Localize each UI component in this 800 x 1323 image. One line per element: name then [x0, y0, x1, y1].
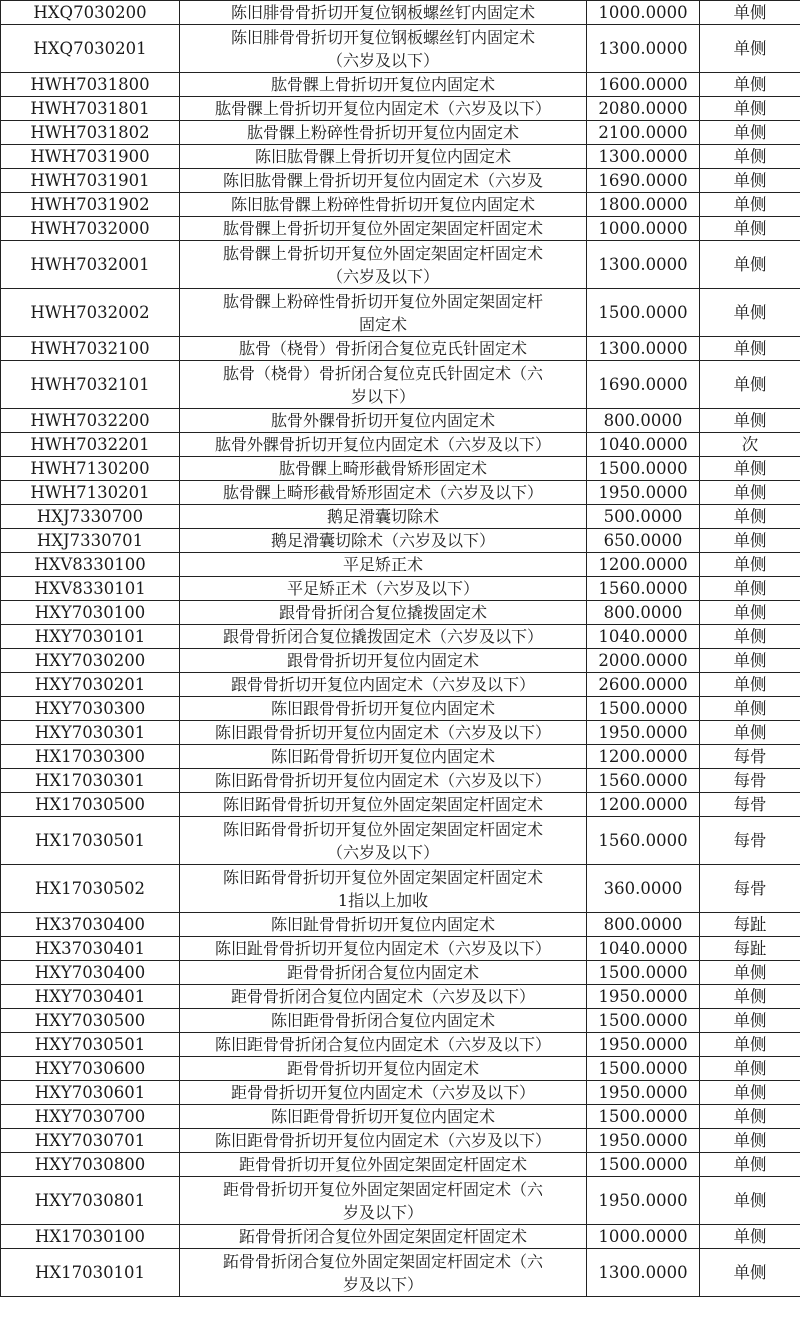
- table-row: [1, 409, 800, 433]
- item-price: 1300.0000: [587, 25, 700, 73]
- item-unit: 单侧: [700, 673, 800, 697]
- table-row: [1, 697, 800, 721]
- item-price: 1950.0000: [587, 721, 700, 745]
- table-row: [1, 241, 800, 289]
- item-price: 1040.0000: [587, 625, 700, 649]
- item-unit: 单侧: [700, 1057, 800, 1081]
- item-unit: 单侧: [700, 577, 800, 601]
- table-row: [1, 1105, 800, 1129]
- item-name: 陈旧腓骨骨折切开复位钢板螺丝钉内固定术: [180, 1, 587, 25]
- table-row: [1, 649, 800, 673]
- item-code: HXY7030400: [1, 961, 180, 985]
- item-price: 1500.0000: [587, 961, 700, 985]
- item-code: HWH7032002: [1, 289, 180, 337]
- item-price: 500.0000: [587, 505, 700, 529]
- table-row: [1, 481, 800, 505]
- item-unit: 单侧: [700, 409, 800, 433]
- item-name: 陈旧腓骨骨折切开复位钢板螺丝钉内固定术 （六岁及以下）: [180, 25, 587, 73]
- item-code: HXQ7030200: [1, 1, 180, 25]
- table-row: [1, 913, 800, 937]
- item-price: 1500.0000: [587, 457, 700, 481]
- table-row: [1, 601, 800, 625]
- item-name: 肱骨髁上骨折切开复位内固定术: [180, 73, 587, 97]
- item-name: 跖骨骨折闭合复位外固定架固定杆固定术（六 岁及以下）: [180, 1249, 587, 1297]
- item-code: HWH7130200: [1, 457, 180, 481]
- item-unit: 单侧: [700, 73, 800, 97]
- table-row: [1, 769, 800, 793]
- item-unit: 单侧: [700, 961, 800, 985]
- item-unit: 单侧: [700, 1249, 800, 1297]
- item-name: 平足矫正术（六岁及以下）: [180, 577, 587, 601]
- item-code: HXY7030601: [1, 1081, 180, 1105]
- item-name: 陈旧趾骨骨折切开复位内固定术: [180, 913, 587, 937]
- item-name: 陈旧跖骨骨折切开复位内固定术（六岁及以下）: [180, 769, 587, 793]
- item-name: 陈旧距骨骨折闭合复位内固定术: [180, 1009, 587, 1033]
- item-code: HX17030300: [1, 745, 180, 769]
- table-row: [1, 793, 800, 817]
- item-unit: 每趾: [700, 937, 800, 961]
- item-price: 1000.0000: [587, 1, 700, 25]
- item-code: HXJ7330700: [1, 505, 180, 529]
- item-name: 陈旧肱骨髁上骨折切开复位内固定术（六岁及: [180, 169, 587, 193]
- item-price: 1690.0000: [587, 169, 700, 193]
- item-name: 鹅足滑囊切除术（六岁及以下）: [180, 529, 587, 553]
- item-unit: 单侧: [700, 625, 800, 649]
- item-price: 1600.0000: [587, 73, 700, 97]
- item-code: HWH7032100: [1, 337, 180, 361]
- item-unit: 单侧: [700, 481, 800, 505]
- item-unit: 单侧: [700, 505, 800, 529]
- item-price: 1300.0000: [587, 241, 700, 289]
- item-code: HXY7030200: [1, 649, 180, 673]
- table-row: [1, 1129, 800, 1153]
- item-price: 1000.0000: [587, 1225, 700, 1249]
- item-price: 360.0000: [587, 865, 700, 913]
- table-row: [1, 553, 800, 577]
- item-code: HX17030500: [1, 793, 180, 817]
- item-code: HX37030400: [1, 913, 180, 937]
- item-unit: 每骨: [700, 769, 800, 793]
- item-name: 陈旧跖骨骨折切开复位外固定架固定杆固定术 1指以上加收: [180, 865, 587, 913]
- table-row: [1, 361, 800, 409]
- item-name: 肱骨髁上骨折切开复位内固定术（六岁及以下）: [180, 97, 587, 121]
- table-row: [1, 1249, 800, 1297]
- item-code: HWH7032201: [1, 433, 180, 457]
- item-price: 1950.0000: [587, 1081, 700, 1105]
- item-name: 陈旧趾骨骨折切开复位内固定术（六岁及以下）: [180, 937, 587, 961]
- table-row: [1, 121, 800, 145]
- item-price: 1500.0000: [587, 1105, 700, 1129]
- item-name: 肱骨髁上骨折切开复位外固定架固定杆固定术 （六岁及以下）: [180, 241, 587, 289]
- item-unit: 单侧: [700, 289, 800, 337]
- item-unit: 单侧: [700, 529, 800, 553]
- item-unit: 单侧: [700, 337, 800, 361]
- item-unit: 单侧: [700, 1081, 800, 1105]
- item-unit: 单侧: [700, 169, 800, 193]
- table-row: [1, 937, 800, 961]
- item-code: HXY7030701: [1, 1129, 180, 1153]
- item-code: HWH7032101: [1, 361, 180, 409]
- item-unit: 单侧: [700, 361, 800, 409]
- item-price: 1500.0000: [587, 1009, 700, 1033]
- table-row: [1, 1081, 800, 1105]
- item-code: HXY7030301: [1, 721, 180, 745]
- table-row: [1, 457, 800, 481]
- item-unit: 单侧: [700, 553, 800, 577]
- table-row: [1, 625, 800, 649]
- item-unit: 单侧: [700, 457, 800, 481]
- item-unit: 单侧: [700, 1225, 800, 1249]
- item-name: 肱骨髁上粉碎性骨折切开复位外固定架固定杆 固定术: [180, 289, 587, 337]
- item-code: HXV8330101: [1, 577, 180, 601]
- item-code: HWH7031900: [1, 145, 180, 169]
- item-price: 1040.0000: [587, 937, 700, 961]
- table-row: [1, 577, 800, 601]
- item-unit: 单侧: [700, 217, 800, 241]
- item-price: 800.0000: [587, 409, 700, 433]
- item-code: HXV8330100: [1, 553, 180, 577]
- item-name: 肱骨髁上骨折切开复位外固定架固定杆固定术: [180, 217, 587, 241]
- item-name: 距骨骨折切开复位外固定架固定杆固定术: [180, 1153, 587, 1177]
- item-unit: 单侧: [700, 25, 800, 73]
- item-unit: 单侧: [700, 649, 800, 673]
- item-price: 1950.0000: [587, 1129, 700, 1153]
- item-price: 1500.0000: [587, 1153, 700, 1177]
- item-unit: 单侧: [700, 1, 800, 25]
- item-name: 肱骨髁上畸形截骨矫形固定术: [180, 457, 587, 481]
- item-price: 2080.0000: [587, 97, 700, 121]
- item-name: 平足矫正术: [180, 553, 587, 577]
- table-row: [1, 25, 800, 73]
- item-name: 距骨骨折切开复位内固定术: [180, 1057, 587, 1081]
- item-name: 陈旧距骨骨折闭合复位内固定术（六岁及以下）: [180, 1033, 587, 1057]
- item-price: 1800.0000: [587, 193, 700, 217]
- item-name: 跖骨骨折闭合复位外固定架固定杆固定术: [180, 1225, 587, 1249]
- item-code: HWH7031902: [1, 193, 180, 217]
- item-price: 2600.0000: [587, 673, 700, 697]
- item-name: 距骨骨折切开复位外固定架固定杆固定术（六 岁及以下）: [180, 1177, 587, 1225]
- table-row: [1, 289, 800, 337]
- item-unit: 单侧: [700, 985, 800, 1009]
- item-code: HXY7030300: [1, 697, 180, 721]
- item-unit: 单侧: [700, 193, 800, 217]
- item-code: HWH7130201: [1, 481, 180, 505]
- item-unit: 单侧: [700, 1177, 800, 1225]
- table-row: [1, 529, 800, 553]
- item-unit: 单侧: [700, 145, 800, 169]
- table-row: [1, 73, 800, 97]
- item-price: 1950.0000: [587, 1033, 700, 1057]
- item-price: 2000.0000: [587, 649, 700, 673]
- table-row: [1, 1177, 800, 1225]
- item-price: 1560.0000: [587, 769, 700, 793]
- item-price: 1690.0000: [587, 361, 700, 409]
- item-name: 肱骨髁上畸形截骨矫形固定术（六岁及以下）: [180, 481, 587, 505]
- table-row: [1, 673, 800, 697]
- item-price: 1560.0000: [587, 817, 700, 865]
- table-row: [1, 721, 800, 745]
- table-row: [1, 1225, 800, 1249]
- item-code: HWH7031802: [1, 121, 180, 145]
- item-unit: 单侧: [700, 721, 800, 745]
- item-price: 650.0000: [587, 529, 700, 553]
- item-unit: 单侧: [700, 1105, 800, 1129]
- table-row: [1, 505, 800, 529]
- item-code: HXY7030100: [1, 601, 180, 625]
- item-unit: 每骨: [700, 817, 800, 865]
- table-row: [1, 1009, 800, 1033]
- table-row: [1, 985, 800, 1009]
- item-code: HX17030100: [1, 1225, 180, 1249]
- item-code: HXY7030800: [1, 1153, 180, 1177]
- table-row: [1, 1033, 800, 1057]
- item-code: HWH7031800: [1, 73, 180, 97]
- table-row: [1, 145, 800, 169]
- table-row: [1, 1153, 800, 1177]
- item-price: 1040.0000: [587, 433, 700, 457]
- item-price: 1000.0000: [587, 217, 700, 241]
- item-code: HXQ7030201: [1, 25, 180, 73]
- table-row: [1, 337, 800, 361]
- item-unit: 单侧: [700, 121, 800, 145]
- item-unit: 单侧: [700, 97, 800, 121]
- item-name: 肱骨髁上粉碎性骨折切开复位内固定术: [180, 121, 587, 145]
- item-unit: 次: [700, 433, 800, 457]
- item-name: 跟骨骨折切开复位内固定术（六岁及以下）: [180, 673, 587, 697]
- item-name: 肱骨（桡骨）骨折闭合复位克氏针固定术: [180, 337, 587, 361]
- item-price: 1950.0000: [587, 481, 700, 505]
- item-code: HX17030502: [1, 865, 180, 913]
- item-name: 肱骨外髁骨折切开复位内固定术: [180, 409, 587, 433]
- table-row: [1, 217, 800, 241]
- item-code: HXY7030401: [1, 985, 180, 1009]
- item-code: HXY7030201: [1, 673, 180, 697]
- item-name: 陈旧距骨骨折切开复位内固定术（六岁及以下）: [180, 1129, 587, 1153]
- item-price: 1950.0000: [587, 1177, 700, 1225]
- item-code: HWH7031801: [1, 97, 180, 121]
- table-row: [1, 193, 800, 217]
- item-price: 1500.0000: [587, 1057, 700, 1081]
- item-name: 跟骨骨折切开复位内固定术: [180, 649, 587, 673]
- item-name: 肱骨（桡骨）骨折闭合复位克氏针固定术（六 岁以下）: [180, 361, 587, 409]
- item-unit: 单侧: [700, 1153, 800, 1177]
- item-name: 陈旧跟骨骨折切开复位内固定术: [180, 697, 587, 721]
- table-row: [1, 169, 800, 193]
- item-price: 1950.0000: [587, 985, 700, 1009]
- fee-table-body: [1, 1, 800, 1297]
- item-name: 陈旧跖骨骨折切开复位外固定架固定杆固定术: [180, 793, 587, 817]
- item-code: HXY7030600: [1, 1057, 180, 1081]
- table-row: [1, 745, 800, 769]
- item-name: 距骨骨折切开复位内固定术（六岁及以下）: [180, 1081, 587, 1105]
- item-price: 800.0000: [587, 913, 700, 937]
- table-row: [1, 433, 800, 457]
- item-code: HXY7030700: [1, 1105, 180, 1129]
- table-row: [1, 1057, 800, 1081]
- item-price: 1500.0000: [587, 289, 700, 337]
- item-price: 1200.0000: [587, 793, 700, 817]
- item-code: HXY7030500: [1, 1009, 180, 1033]
- table-row: [1, 865, 800, 913]
- item-name: 陈旧跟骨骨折切开复位内固定术（六岁及以下）: [180, 721, 587, 745]
- item-code: HXY7030801: [1, 1177, 180, 1225]
- item-code: HWH7032000: [1, 217, 180, 241]
- item-unit: 每趾: [700, 913, 800, 937]
- item-name: 鹅足滑囊切除术: [180, 505, 587, 529]
- item-name: 陈旧肱骨髁上骨折切开复位内固定术: [180, 145, 587, 169]
- item-code: HX37030401: [1, 937, 180, 961]
- item-name: 跟骨骨折闭合复位撬拨固定术: [180, 601, 587, 625]
- item-name: 距骨骨折闭合复位内固定术: [180, 961, 587, 985]
- item-code: HWH7032001: [1, 241, 180, 289]
- item-name: 陈旧距骨骨折切开复位内固定术: [180, 1105, 587, 1129]
- item-unit: 单侧: [700, 1009, 800, 1033]
- item-code: HXY7030501: [1, 1033, 180, 1057]
- item-name: 陈旧跖骨骨折切开复位外固定架固定杆固定术 （六岁及以下）: [180, 817, 587, 865]
- item-unit: 单侧: [700, 1033, 800, 1057]
- item-unit: 单侧: [700, 601, 800, 625]
- item-price: 1500.0000: [587, 697, 700, 721]
- item-price: 1300.0000: [587, 145, 700, 169]
- item-code: HWH7031901: [1, 169, 180, 193]
- table-row: [1, 1, 800, 25]
- item-unit: 单侧: [700, 1129, 800, 1153]
- item-unit: 单侧: [700, 697, 800, 721]
- item-unit: 单侧: [700, 241, 800, 289]
- item-code: HWH7032200: [1, 409, 180, 433]
- item-unit: 每骨: [700, 793, 800, 817]
- item-code: HX17030501: [1, 817, 180, 865]
- item-price: 2100.0000: [587, 121, 700, 145]
- item-price: 1560.0000: [587, 577, 700, 601]
- item-code: HXJ7330701: [1, 529, 180, 553]
- item-unit: 每骨: [700, 865, 800, 913]
- item-price: 1300.0000: [587, 337, 700, 361]
- item-code: HXY7030101: [1, 625, 180, 649]
- table-row: [1, 817, 800, 865]
- item-name: 肱骨外髁骨折切开复位内固定术（六岁及以下）: [180, 433, 587, 457]
- item-name: 跟骨骨折闭合复位撬拨固定术（六岁及以下）: [180, 625, 587, 649]
- item-code: HX17030101: [1, 1249, 180, 1297]
- item-unit: 每骨: [700, 745, 800, 769]
- item-code: HX17030301: [1, 769, 180, 793]
- item-name: 距骨骨折闭合复位内固定术（六岁及以下）: [180, 985, 587, 1009]
- item-price: 1300.0000: [587, 1249, 700, 1297]
- item-price: 800.0000: [587, 601, 700, 625]
- item-price: 1200.0000: [587, 553, 700, 577]
- item-name: 陈旧肱骨髁上粉碎性骨折切开复位内固定术: [180, 193, 587, 217]
- table-row: [1, 97, 800, 121]
- item-price: 1200.0000: [587, 745, 700, 769]
- table-row: [1, 961, 800, 985]
- item-name: 陈旧跖骨骨折切开复位内固定术: [180, 745, 587, 769]
